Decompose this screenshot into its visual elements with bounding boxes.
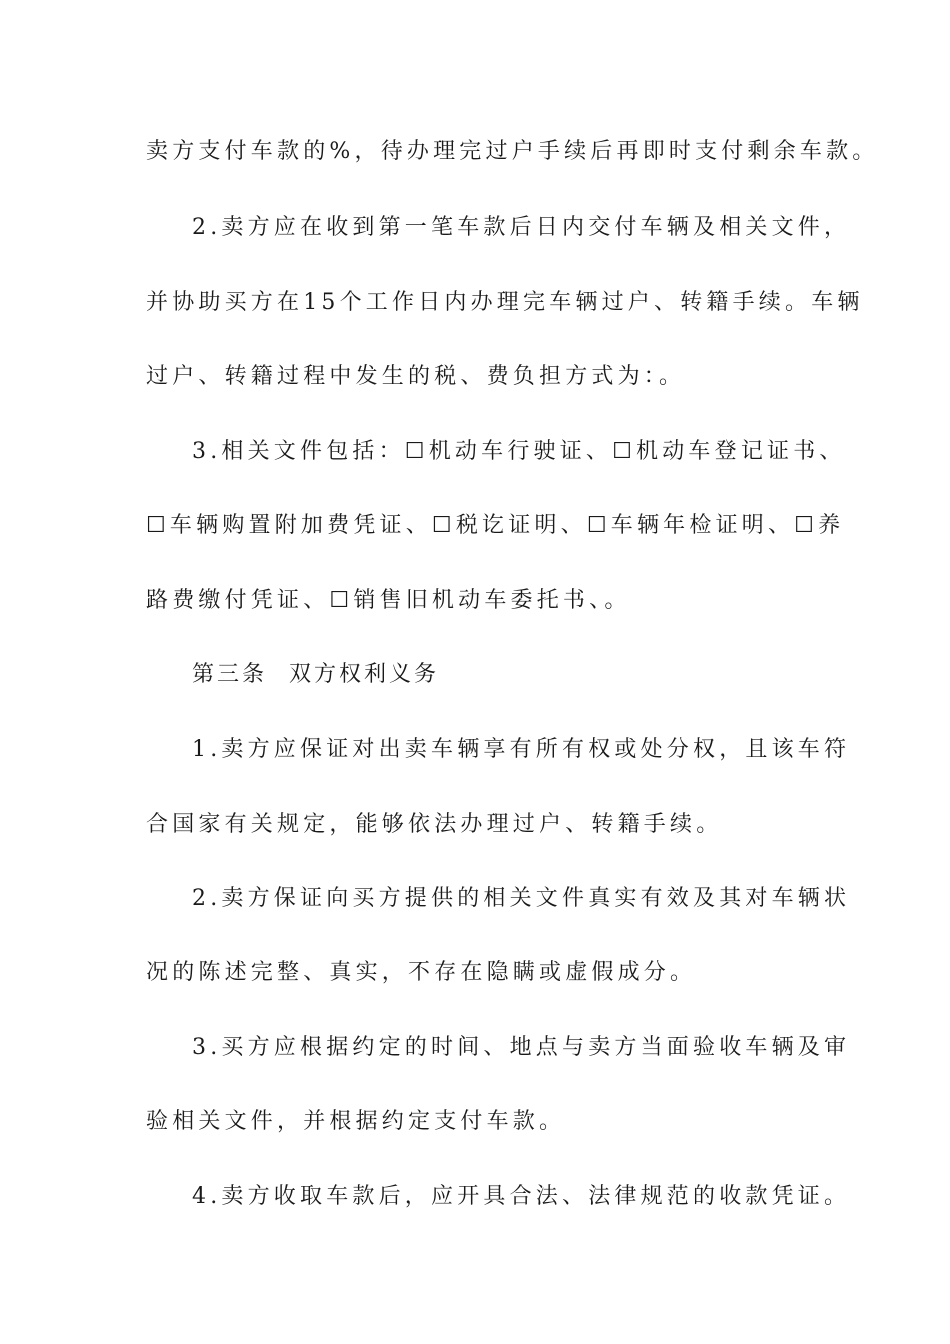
paragraph-line: 路费缴付凭证、☐销售旧机动车委托书、。 (146, 588, 631, 613)
paragraph-line: 1.卖方应保证对出卖车辆享有所有权或处分权，且该车符 (192, 737, 851, 762)
paragraph-line: 合国家有关规定，能够依法办理过户、转籍手续。 (146, 812, 723, 837)
paragraph-line: 过户、转籍过程中发生的税、费负担方式为：。 (146, 364, 686, 389)
section-number: 第三条 (192, 662, 268, 687)
paragraph-line: 3.买方应根据约定的时间、地点与卖方当面验收车辆及审 (192, 1035, 851, 1060)
paragraph-line: 卖方支付车款的%，待办理完过户手续后再即时支付剩余车款。 (146, 139, 879, 164)
paragraph-line: 4.卖方收取车款后，应开具合法、法律规范的收款凭证。 (192, 1184, 851, 1209)
paragraph-line: 验相关文件，并根据约定支付车款。 (146, 1109, 566, 1134)
paragraph-line: ☐车辆购置附加费凭证、☐税讫证明、☐车辆年检证明、☐养 (146, 513, 845, 538)
section-title: 双方权利义务 (289, 662, 440, 687)
paragraph-line: 并协助买方在15个工作日内办理完车辆过户、转籍手续。车辆 (146, 290, 864, 315)
paragraph-line: 况的陈述完整、真实，不存在隐瞒或虚假成分。 (146, 960, 697, 985)
paragraph-line: 3.相关文件包括：☐机动车行驶证、☐机动车登记证书、 (192, 439, 846, 464)
paragraph-line: 2.卖方保证向买方提供的相关文件真实有效及其对车辆状 (192, 886, 851, 911)
paragraph-line: 2.卖方应在收到第一笔车款后日内交付车辆及相关文件， (192, 215, 851, 240)
section-heading (192, 660, 806, 690)
